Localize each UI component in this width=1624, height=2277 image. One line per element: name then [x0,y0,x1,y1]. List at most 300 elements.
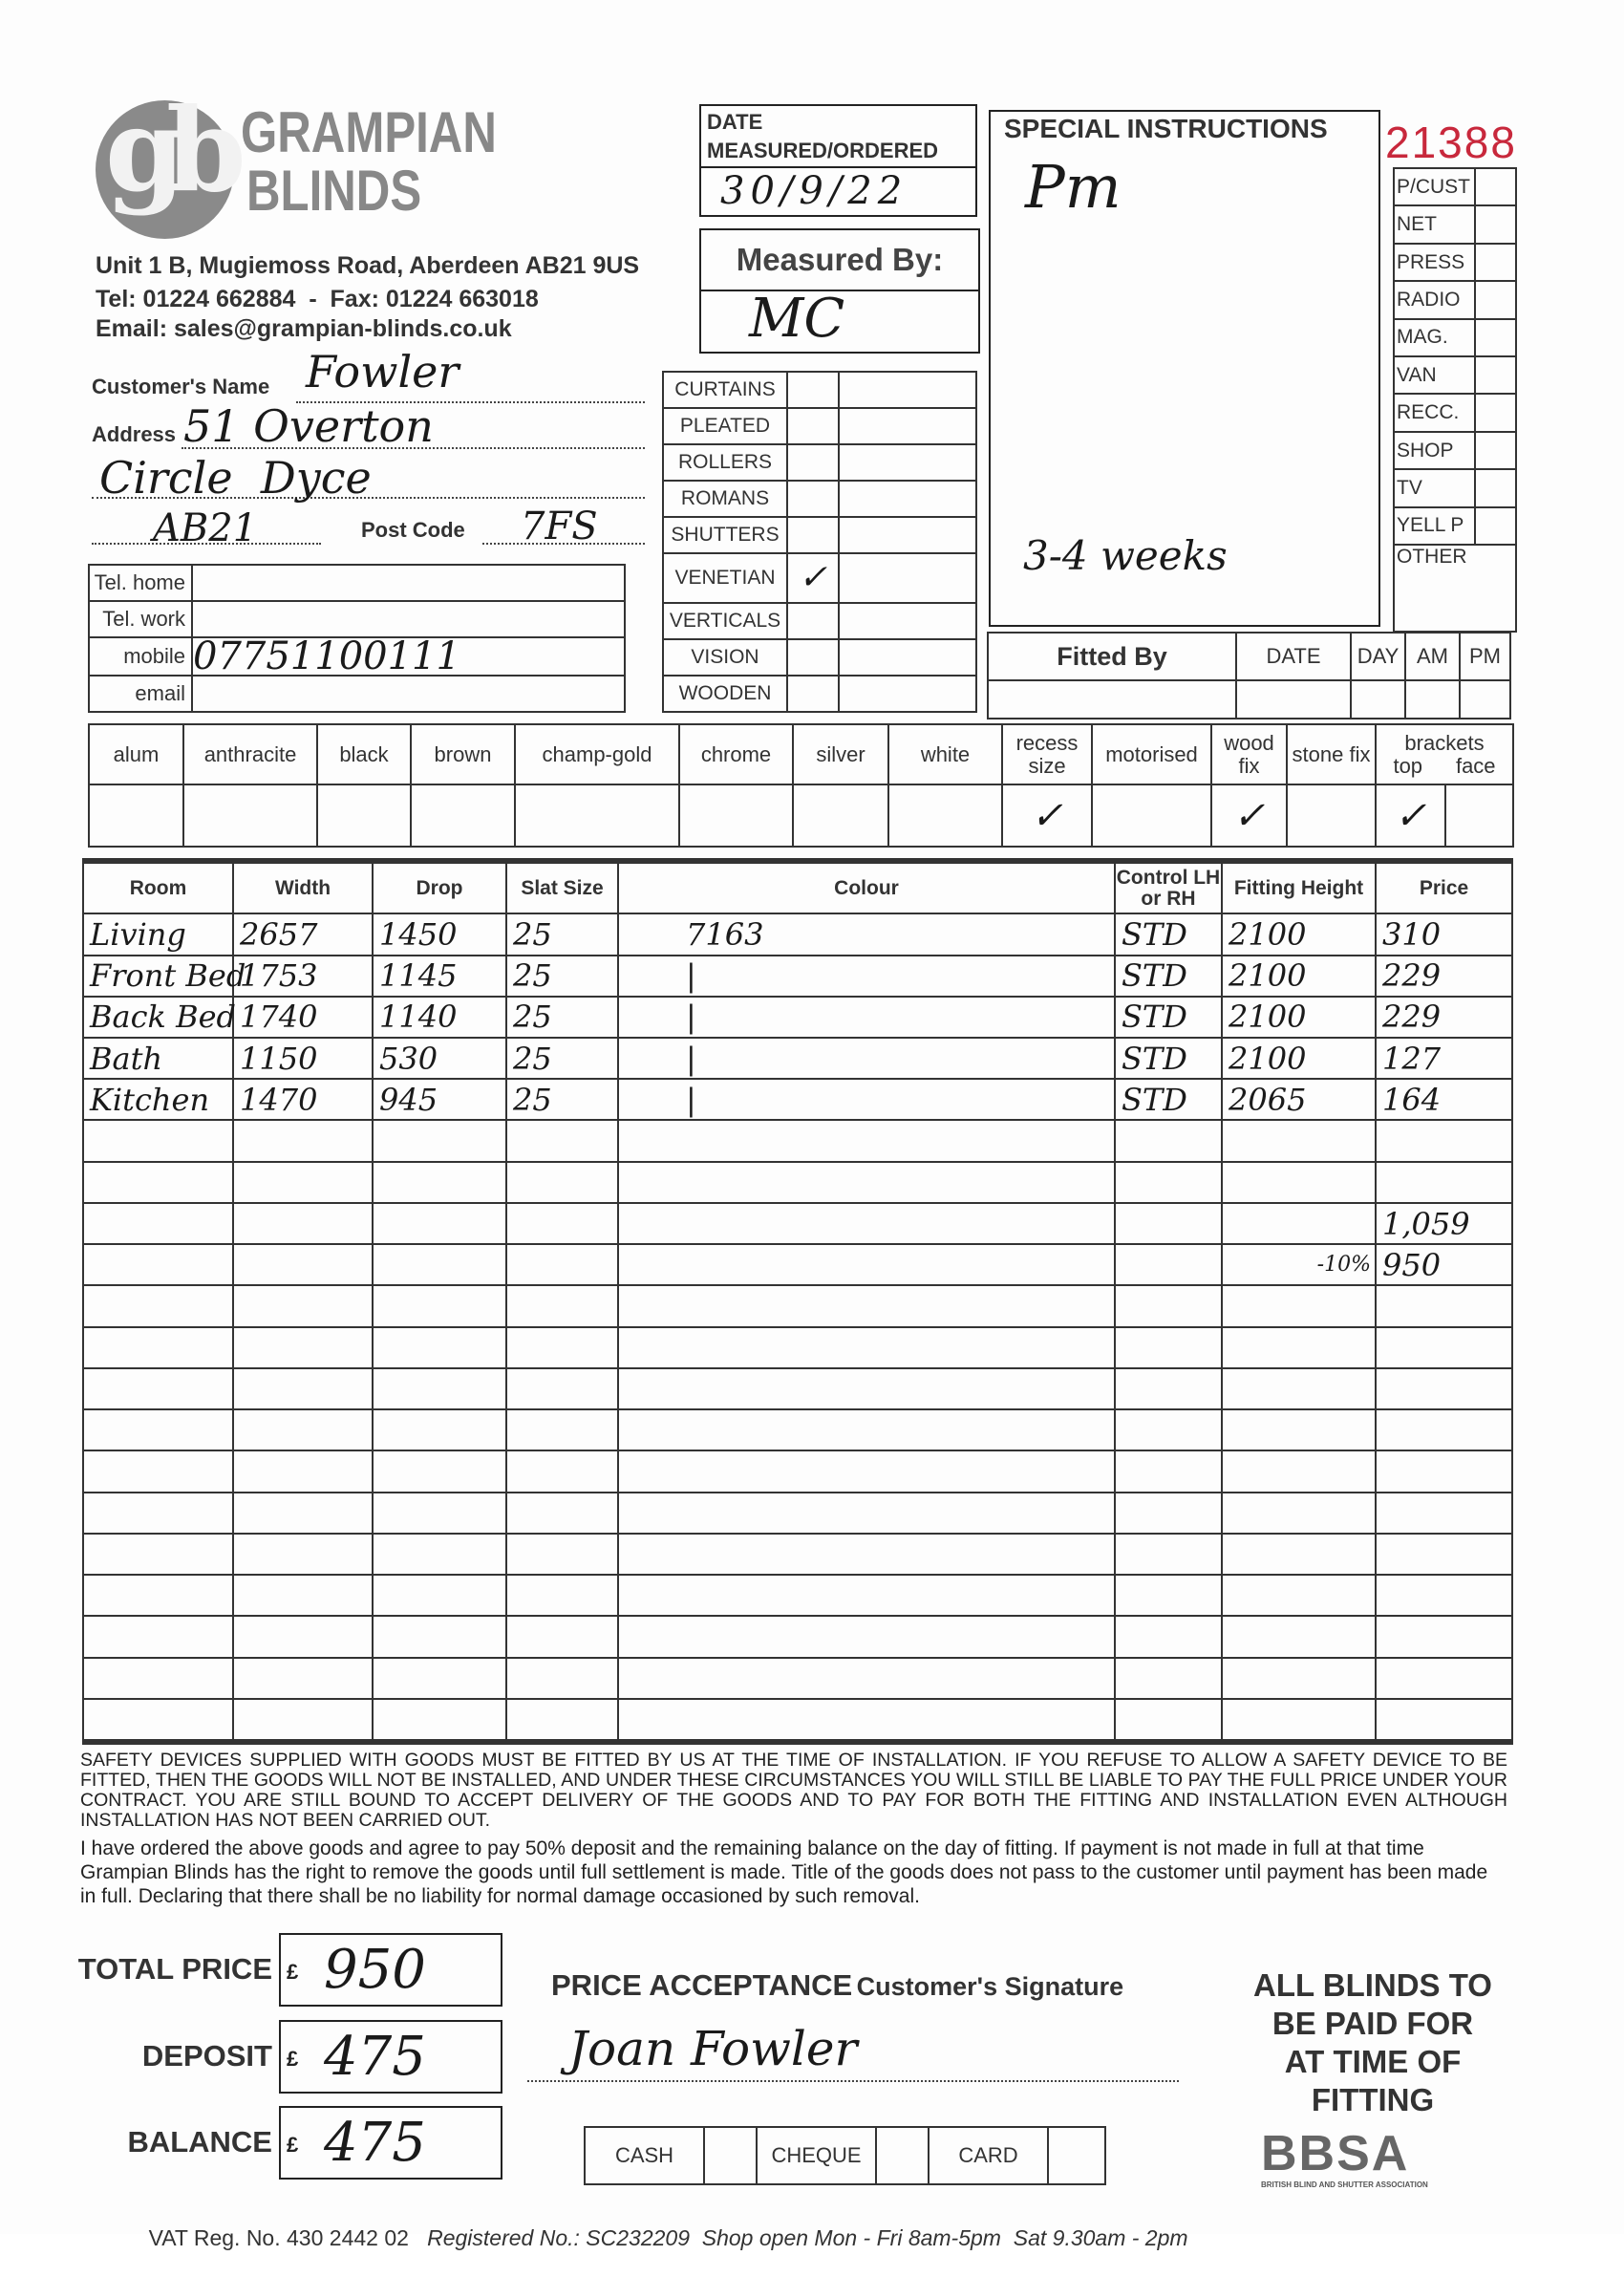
cell-drop[interactable]: 1140 [373,997,506,1038]
fitted-day-label: DAY [1351,633,1405,680]
cell-room[interactable]: Living [83,913,233,955]
cell-width[interactable]: 2657 [233,913,373,955]
cell-drop[interactable] [373,1120,506,1161]
cell-price[interactable] [1376,1162,1512,1203]
source-row [1394,244,1516,281]
tel-home-field[interactable] [192,565,625,601]
company-logo [96,83,234,239]
cell-control[interactable] [1115,1162,1222,1203]
cell-colour[interactable]: | [618,997,1115,1038]
company-name-line1: GRAMPIAN [241,100,497,164]
cell-control[interactable]: STD [1115,1038,1222,1079]
cell-room[interactable] [83,1162,233,1203]
cell-drop[interactable] [373,1450,506,1492]
cell-drop[interactable] [373,1162,506,1203]
product-checkbox[interactable] [787,372,839,408]
option-checkbox[interactable] [679,784,793,847]
cell-colour[interactable] [618,1285,1115,1326]
option-checkbox[interactable]: ✓ [1002,784,1092,847]
option-checkbox[interactable]: ✓ [1211,784,1287,847]
price-acceptance-bold: PRICE ACCEPTANCE [551,1968,853,2002]
product-label: SHUTTERS [663,517,787,553]
source-row [1394,281,1516,318]
option-checkbox[interactable] [183,784,317,847]
cell-width[interactable] [233,1327,373,1368]
fitted-by-field[interactable] [988,680,1236,719]
cell-colour[interactable] [618,1203,1115,1244]
cell-drop[interactable] [373,1327,506,1368]
cell-room[interactable]: Front Bed [83,956,233,997]
cell-slat-size[interactable]: 25 [506,1038,618,1079]
source-checkbox[interactable] [1475,394,1516,431]
cell-width[interactable] [233,1450,373,1492]
table-row [83,1575,1512,1616]
cell-width[interactable] [233,1120,373,1161]
product-notes[interactable] [839,481,976,517]
cell-slat-size[interactable] [506,1162,618,1203]
cell-drop[interactable] [373,1699,506,1740]
cell-fitting-height[interactable]: 2100 [1222,913,1376,955]
cell-colour[interactable] [618,1244,1115,1285]
product-notes[interactable] [839,444,976,481]
mobile-field[interactable]: 07751100111 [192,637,625,676]
option-label: alum [89,724,183,784]
mobile-label: mobile [89,637,192,676]
cell-slat-size[interactable] [506,1658,618,1699]
cell-room[interactable] [83,1409,233,1450]
options-table [88,723,1514,848]
cell-colour[interactable]: 7163 [618,913,1115,955]
postcode-value[interactable]: 7FS [521,505,598,548]
cell-colour[interactable] [618,1493,1115,1534]
cell-price[interactable]: 229 [1376,997,1512,1038]
table-row [83,1120,1512,1161]
cell-control[interactable] [1115,1493,1222,1534]
cell-drop[interactable]: 530 [373,1038,506,1079]
cell-colour[interactable] [618,1699,1115,1740]
cell-control[interactable] [1115,1616,1222,1657]
cell-price[interactable]: 164 [1376,1079,1512,1120]
totals-value[interactable]: 950 [324,1939,426,2001]
source-row [1394,319,1516,356]
cell-width[interactable]: 1150 [233,1038,373,1079]
header-fitting-height: Fitting Height [1222,863,1376,913]
cell-colour[interactable] [618,1616,1115,1657]
postcode-label: Post Code [361,518,465,542]
fitted-by-label: Fitted By [988,633,1236,680]
table-row [83,1658,1512,1699]
special-instructions-note-2[interactable]: 3-4 weeks [1023,532,1228,579]
cell-price[interactable] [1376,1120,1512,1161]
product-notes[interactable] [839,639,976,676]
source-row [1394,545,1516,632]
payment-card-checkbox[interactable] [1048,2127,1105,2184]
source-checkbox[interactable] [1475,281,1516,318]
cell-slat-size[interactable] [506,1493,618,1534]
table-row [83,956,1512,997]
cell-control[interactable]: STD [1115,913,1222,955]
cell-colour[interactable]: | [618,1038,1115,1079]
cell-room[interactable]: Back Bed [83,997,233,1038]
product-label: VISION [663,639,787,676]
company-address: Unit 1 B, Mugiemoss Road, Aberdeen AB21 9US [96,252,640,279]
cell-colour[interactable] [618,1162,1115,1203]
cell-width[interactable]: 1740 [233,997,373,1038]
product-checkbox[interactable]: ✓ [787,553,839,604]
cell-drop[interactable]: 1450 [373,913,506,955]
cell-slat-size[interactable] [506,1534,618,1575]
product-notes[interactable] [839,517,976,553]
cell-slat-size[interactable] [506,1575,618,1616]
cell-fitting-height[interactable]: 2100 [1222,956,1376,997]
cell-fitting-height[interactable] [1222,1493,1376,1534]
cell-fitting-height[interactable] [1222,1327,1376,1368]
cell-price[interactable]: 950 [1376,1244,1512,1285]
product-checkbox[interactable] [787,676,839,712]
tel-work-field[interactable] [192,601,625,637]
cell-fitting-height[interactable] [1222,1534,1376,1575]
cell-slat-size[interactable] [506,1368,618,1409]
totals-box[interactable] [279,2106,502,2180]
cell-control[interactable] [1115,1658,1222,1699]
customer-signature-label: Customer's Signature [856,1972,1124,2001]
cell-fitting-height[interactable] [1222,1450,1376,1492]
cell-price[interactable]: 229 [1376,956,1512,997]
product-row [663,517,976,553]
table-row [83,913,1512,955]
source-checkbox[interactable] [1475,319,1516,356]
cell-price[interactable] [1376,1368,1512,1409]
email-field[interactable] [192,676,625,712]
company-name-line2: BLINDS [246,159,422,223]
cell-room[interactable] [83,1244,233,1285]
option-checkbox[interactable] [411,784,515,847]
source-checkbox[interactable] [1475,507,1516,545]
source-label: TV [1394,469,1475,506]
cell-room[interactable] [83,1616,233,1657]
option-checkbox[interactable] [89,784,183,847]
brackets-label-cell [1376,724,1513,784]
cell-width[interactable] [233,1368,373,1409]
company-email: Email: sales@grampian-blinds.co.uk [96,315,512,342]
product-checkbox[interactable] [787,481,839,517]
cell-control[interactable]: STD [1115,1079,1222,1120]
address-line2-value[interactable]: Circle Dyce [99,452,372,504]
product-checkbox[interactable] [787,408,839,444]
special-instructions-note-1[interactable]: Pm [1025,152,1122,222]
cell-width[interactable] [233,1575,373,1616]
cell-slat-size[interactable] [506,1699,618,1740]
totals-value[interactable]: 475 [324,2026,426,2088]
product-notes[interactable] [839,372,976,408]
totals-value[interactable]: 475 [324,2112,426,2174]
cell-drop[interactable] [373,1285,506,1326]
option-checkbox[interactable] [888,784,1002,847]
cell-fitting-height[interactable] [1222,1203,1376,1244]
totals-label: BALANCE [127,2125,272,2159]
cell-width[interactable] [233,1658,373,1699]
bbsa-caption: BRITISH BLIND AND SHUTTER ASSOCIATION [1261,2180,1428,2189]
option-label: wood fix [1211,724,1287,784]
cell-price[interactable] [1376,1658,1512,1699]
cell-colour[interactable] [618,1534,1115,1575]
cell-slat-size[interactable] [506,1409,618,1450]
registered-and-hours: Registered No.: SC232209 Shop open Mon - Fri 8am-5pm Sat 9.30am - 2pm [427,2225,1188,2250]
cell-fitting-height[interactable] [1222,1409,1376,1450]
option-checkbox[interactable] [793,784,888,847]
cell-room[interactable]: Kitchen [83,1079,233,1120]
cell-control[interactable] [1115,1244,1222,1285]
notice-line: AT TIME OF [1284,2044,1462,2079]
cell-slat-size[interactable] [506,1450,618,1492]
cell-control[interactable] [1115,1534,1222,1575]
product-notes[interactable] [839,603,976,639]
product-row [663,603,976,639]
product-checkbox[interactable] [787,639,839,676]
totals-box[interactable] [279,2020,502,2094]
cell-control[interactable] [1115,1120,1222,1161]
cell-colour[interactable] [618,1120,1115,1161]
cell-slat-size[interactable] [506,1616,618,1657]
source-checkbox[interactable] [1475,205,1516,243]
brackets-top-checkbox[interactable]: ✓ [1376,784,1445,847]
cell-room[interactable] [83,1493,233,1534]
cell-slat-size[interactable] [506,1244,618,1285]
cell-fitting-height[interactable]: 2065 [1222,1079,1376,1120]
cell-price[interactable] [1376,1450,1512,1492]
cell-slat-size[interactable] [506,1327,618,1368]
cell-fitting-height[interactable] [1222,1368,1376,1409]
header-drop: Drop [373,863,506,913]
source-checkbox[interactable] [1475,244,1516,281]
source-label: VAN [1394,356,1475,394]
product-notes[interactable] [839,408,976,444]
tel-home-label: Tel. home [89,565,192,601]
cell-slat-size[interactable] [506,1120,618,1161]
cell-drop[interactable] [373,1575,506,1616]
cell-price[interactable]: 127 [1376,1038,1512,1079]
source-label: PRESS [1394,244,1475,281]
cell-price[interactable] [1376,1493,1512,1534]
cell-drop[interactable] [373,1616,506,1657]
customer-signature[interactable]: Joan Fowler [568,2021,858,2076]
cell-price[interactable] [1376,1409,1512,1450]
cell-price[interactable] [1376,1575,1512,1616]
totals-box[interactable] [279,1933,502,2007]
cell-colour[interactable] [618,1658,1115,1699]
product-checkbox[interactable] [787,603,839,639]
cell-control[interactable]: STD [1115,997,1222,1038]
cell-drop[interactable]: 945 [373,1079,506,1120]
cell-room[interactable] [83,1658,233,1699]
cell-slat-size[interactable]: 25 [506,913,618,955]
cell-room[interactable] [83,1368,233,1409]
customer-name-value[interactable]: Fowler [306,346,459,397]
option-label: recess size [1002,724,1092,784]
table-row [83,1409,1512,1450]
cell-colour[interactable]: | [618,1079,1115,1120]
currency-symbol: £ [287,2047,299,2071]
cell-colour[interactable] [618,1409,1115,1450]
cell-room[interactable] [83,1203,233,1244]
measured-by-value[interactable]: MC [749,288,845,350]
cell-room[interactable] [83,1327,233,1368]
cell-room[interactable] [83,1450,233,1492]
cell-room[interactable]: Bath [83,1038,233,1079]
cell-drop[interactable] [373,1658,506,1699]
cell-drop[interactable] [373,1368,506,1409]
cell-width[interactable] [233,1699,373,1740]
product-label: VENETIAN [663,553,787,604]
cell-control[interactable] [1115,1203,1222,1244]
address-line3-value[interactable]: AB21 [153,506,258,550]
source-checkbox[interactable] [1475,168,1516,205]
cell-drop[interactable] [373,1244,506,1285]
cell-slat-size[interactable] [506,1203,618,1244]
option-checkbox[interactable] [1287,784,1376,847]
cell-room[interactable] [83,1699,233,1740]
product-checkbox[interactable] [787,444,839,481]
source-table [1393,167,1517,633]
cell-width[interactable]: 1753 [233,956,373,997]
cell-width[interactable] [233,1162,373,1203]
address-line1-value[interactable]: 51 Overton [183,400,434,452]
source-checkbox[interactable] [1475,432,1516,469]
cell-price[interactable] [1376,1327,1512,1368]
cell-width[interactable] [233,1285,373,1326]
currency-symbol: £ [287,1960,299,1984]
payment-cheque-label: CHEQUE [757,2127,876,2184]
cell-width[interactable] [233,1616,373,1657]
cell-slat-size[interactable]: 25 [506,1079,618,1120]
fitted-pm-field[interactable] [1460,680,1510,719]
cell-control[interactable]: STD [1115,956,1222,997]
product-label: VERTICALS [663,603,787,639]
cell-slat-size[interactable]: 25 [506,997,618,1038]
product-notes[interactable] [839,553,976,604]
table-row [83,1285,1512,1326]
cell-fitting-height[interactable] [1222,1658,1376,1699]
cell-price[interactable] [1376,1285,1512,1326]
cell-control[interactable] [1115,1285,1222,1326]
cell-control[interactable] [1115,1575,1222,1616]
special-instructions-label: SPECIAL INSTRUCTIONS [1004,114,1328,143]
product-row [663,553,976,604]
cell-colour[interactable] [618,1450,1115,1492]
option-label: silver [793,724,888,784]
source-row [1394,507,1516,545]
cell-price[interactable] [1376,1699,1512,1740]
cell-fitting-height[interactable] [1222,1285,1376,1326]
brackets-face-checkbox[interactable] [1445,784,1513,847]
option-checkbox[interactable] [515,784,679,847]
cell-room[interactable] [83,1285,233,1326]
cell-width[interactable]: 1470 [233,1079,373,1120]
table-header [83,863,1512,913]
cell-fitting-height[interactable] [1222,1162,1376,1203]
cell-drop[interactable] [373,1409,506,1450]
source-row [1394,394,1516,431]
fitted-am-field[interactable] [1405,680,1460,719]
cell-width[interactable] [233,1534,373,1575]
cell-fitting-height[interactable] [1222,1575,1376,1616]
table-row [83,1616,1512,1657]
cell-fitting-height[interactable]: 2100 [1222,997,1376,1038]
fitted-date-field[interactable] [1236,680,1351,719]
cell-drop[interactable] [373,1493,506,1534]
payment-cash-checkbox[interactable] [704,2127,757,2184]
option-checkbox[interactable] [1092,784,1211,847]
option-checkbox[interactable] [317,784,411,847]
cell-fitting-height[interactable]: -10% [1222,1244,1376,1285]
option-label: chrome [679,724,793,784]
product-checkbox[interactable] [787,517,839,553]
product-row [663,444,976,481]
source-checkbox[interactable] [1475,469,1516,506]
cell-control[interactable] [1115,1327,1222,1368]
company-phones: Tel: 01224 662884 - Fax: 01224 663018 [96,286,539,312]
cell-price[interactable] [1376,1534,1512,1575]
cell-drop[interactable]: 1145 [373,956,506,997]
cell-fitting-height[interactable] [1222,1616,1376,1657]
cell-control[interactable] [1115,1368,1222,1409]
header-price: Price [1376,863,1512,913]
product-label: ROMANS [663,481,787,517]
tel-work-label: Tel. work [89,601,192,637]
cell-fitting-height[interactable]: 2100 [1222,1038,1376,1079]
payment-notice [1210,1966,1535,2119]
payment-cheque-checkbox[interactable] [876,2127,929,2184]
cell-price[interactable]: 1,059 [1376,1203,1512,1244]
source-checkbox[interactable] [1475,356,1516,394]
product-notes[interactable] [839,676,976,712]
cell-width[interactable] [233,1244,373,1285]
cell-control[interactable] [1115,1699,1222,1740]
payment-card-label: CARD [929,2127,1048,2184]
product-row [663,372,976,408]
cell-fitting-height[interactable] [1222,1699,1376,1740]
option-label: motorised [1092,724,1211,784]
cell-price[interactable] [1376,1616,1512,1657]
cell-drop[interactable] [373,1534,506,1575]
cell-slat-size[interactable]: 25 [506,956,618,997]
payment-cash-label: CASH [585,2127,704,2184]
cell-control[interactable] [1115,1409,1222,1450]
cell-colour[interactable]: | [618,956,1115,997]
cell-fitting-height[interactable] [1222,1120,1376,1161]
fitted-day-field[interactable] [1351,680,1405,719]
cell-control[interactable] [1115,1450,1222,1492]
cell-room[interactable] [83,1120,233,1161]
date-value[interactable]: 30/9/22 [720,169,908,213]
measured-ordered-label: MEASURED/ORDERED [707,139,939,162]
cell-colour[interactable] [618,1368,1115,1409]
cell-room[interactable] [83,1575,233,1616]
option-label: champ-gold [515,724,679,784]
cell-colour[interactable] [618,1327,1115,1368]
cell-colour[interactable] [618,1575,1115,1616]
cell-width[interactable] [233,1493,373,1534]
table-row [83,997,1512,1038]
cell-width[interactable] [233,1409,373,1450]
cell-width[interactable] [233,1203,373,1244]
cell-slat-size[interactable] [506,1285,618,1326]
cell-room[interactable] [83,1534,233,1575]
cell-drop[interactable] [373,1203,506,1244]
source-row [1394,356,1516,394]
cell-price[interactable]: 310 [1376,913,1512,955]
special-instructions-box [989,110,1380,627]
